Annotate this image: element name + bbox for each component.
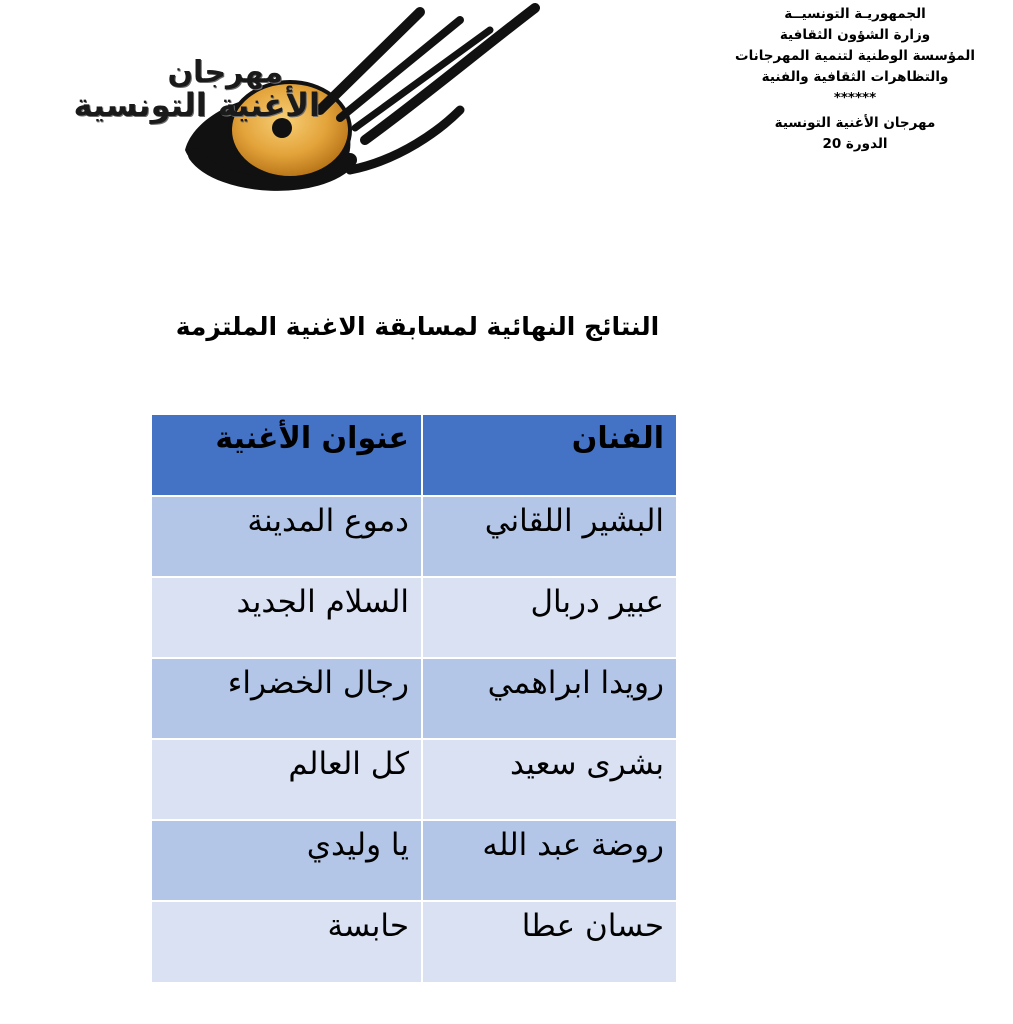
official-header [700,4,1010,155]
song-cell: رجال الخضراء [152,658,422,739]
header-edition: الدورة 20 [822,136,888,152]
header-separator: ****** [833,90,877,106]
artist-cell: بشرى سعيد [422,739,676,820]
artist-cell: حسان عطا [422,901,676,982]
artist-cell: البشير اللقاني [422,496,676,577]
header-line-republic: الجمهوريـة التونسيــة [784,6,926,22]
artist-cell: روضة عبد الله [422,820,676,901]
column-header-song: عنوان الأغنية [152,415,422,496]
table-row [152,577,676,658]
song-cell: السلام الجديد [152,577,422,658]
header-line-institution: المؤسسة الوطنية لتنمية المهرجانات [735,48,975,64]
table-row [152,658,676,739]
header-line-ministry: وزارة الشؤون الثقافية [779,27,931,43]
header-festival-name: مهرجان الأغنية التونسية [774,115,936,131]
festival-logo [20,0,540,200]
table-row [152,820,676,901]
artist-cell: رويدا ابراهمي [422,658,676,739]
document-title: النتائج النهائية لمسابقة الاغنية الملتزمة [175,312,660,341]
table-row [152,739,676,820]
artist-cell: عبير دربال [422,577,676,658]
results-table [152,415,676,982]
table-row [152,901,676,982]
table-row [152,496,676,577]
table-header-row [152,415,676,496]
logo-text-line1: مهرجان [167,55,283,90]
logo-text-line2: الأغنية التونسية [73,86,320,124]
song-cell: حابسة [152,901,422,982]
song-cell: كل العالم [152,739,422,820]
song-cell: دموع المدينة [152,496,422,577]
header-line-institution-cont: والتظاهرات الثقافية والفنية [761,69,949,85]
song-cell: يا وليدي [152,820,422,901]
column-header-artist: الفنان [422,415,676,496]
